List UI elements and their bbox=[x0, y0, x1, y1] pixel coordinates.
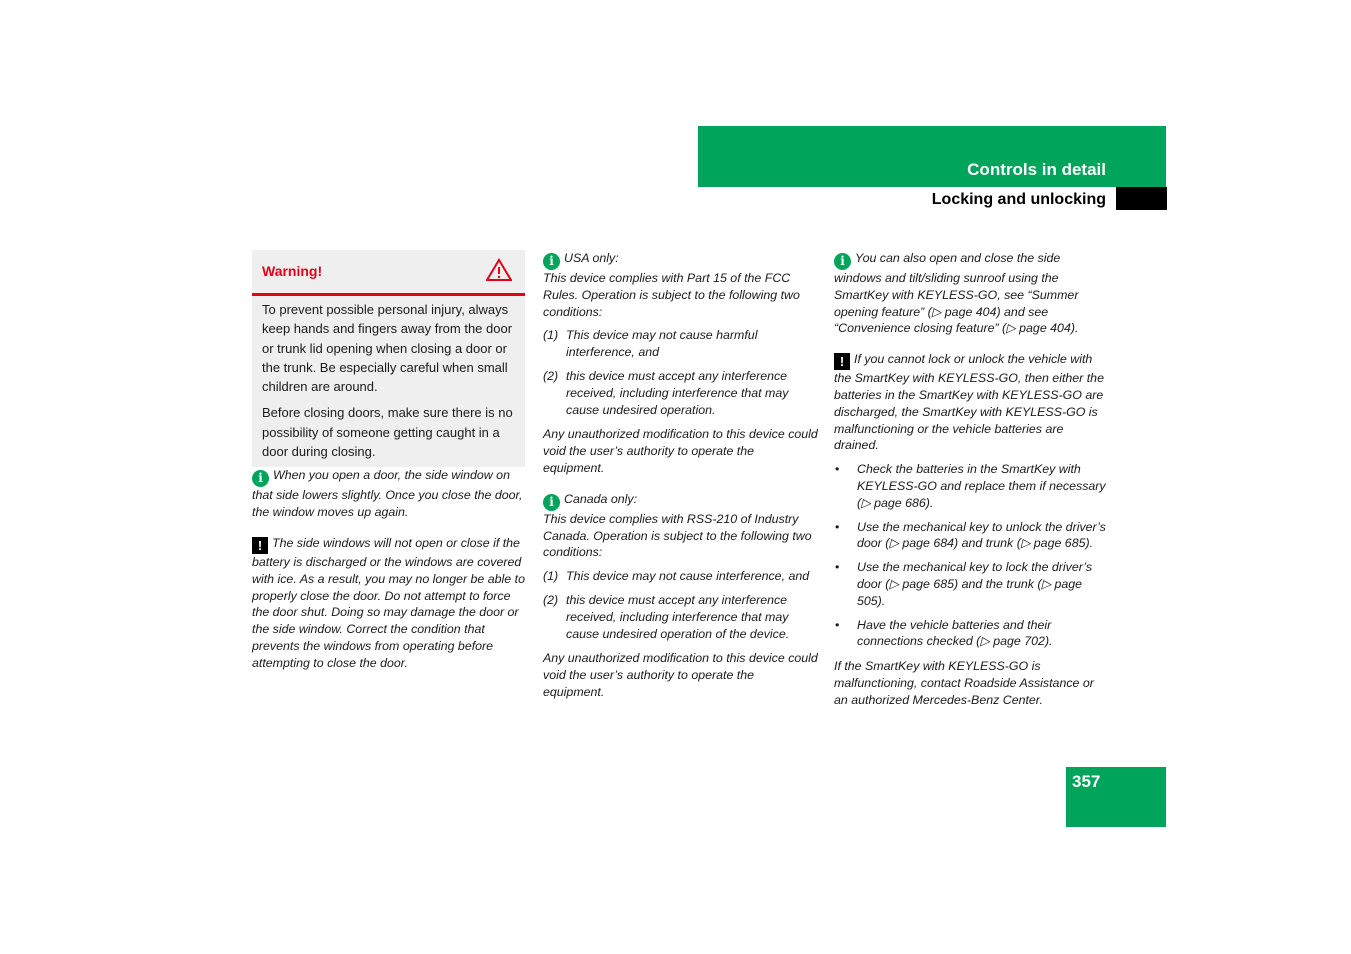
canada-condition-1: (1) This device may not cause interference, and bbox=[543, 569, 810, 584]
list-item: • Use the mechanical key to unlock the driver’s door (▷ page 684) and trunk (▷ page 685). bbox=[835, 519, 1106, 551]
warning-header bbox=[252, 250, 525, 296]
canada-intro: This device complies with RSS-210 of Industry Canada. Operation is subject to the following two conditions: bbox=[543, 511, 812, 560]
closing-note: If the SmartKey with KEYLESS-GO is malfunctioning, contact Roadside Assistance or an authorized Mercedes-Benz Center. bbox=[834, 659, 1094, 707]
caution-note: ! The side windows will not open or close if the battery is discharged or the windows are covered with ice. As a result, you may no longer be able to properly close the door. Do not attempt to force the door shut. Doing so may damage the door or the side window. Correct the condition that prevents the windows from operating before attempting to close the door. bbox=[252, 535, 525, 670]
warning-paragraph-1: To prevent possible personal injury, always keep hands and fingers away from the door or trunk lid opening when closing a door or the trunk. Be especially careful when small children are around. bbox=[262, 302, 513, 395]
canada-note bbox=[543, 491, 818, 701]
page-number-box bbox=[1066, 767, 1166, 827]
canada-closing: Any unauthorized modification to this device could void the user’s authority to operate the equipment. bbox=[543, 651, 818, 699]
page-number: 357 bbox=[1072, 772, 1101, 791]
caution-icon: ! bbox=[834, 353, 850, 370]
info-icon: i bbox=[543, 253, 560, 270]
usa-intro: This device complies with Part 15 of the FCC Rules. Operation is subject to the following two conditions: bbox=[543, 271, 800, 319]
usa-note bbox=[543, 250, 818, 477]
info-icon: i bbox=[543, 494, 560, 511]
column-1 bbox=[252, 250, 525, 672]
usa-condition-1: (1) This device may not cause harmful interference, and bbox=[543, 328, 758, 360]
warning-title: Warning! bbox=[262, 263, 323, 279]
list-item: • Check the batteries in the SmartKey with KEYLESS-GO and replace them if necessary (▷ page 686). bbox=[835, 462, 1106, 510]
bullet: • bbox=[835, 462, 840, 477]
warning-paragraph-2: Before closing doors, make sure there is no possibility of someone getting caught in a door during closing. bbox=[262, 405, 513, 460]
usa-closing: Any unauthorized modification to this device could void the user’s authority to operate the equipment. bbox=[543, 427, 818, 475]
caution-note: ! If you cannot lock or unlock the vehicle with the SmartKey with KEYLESS-GO, then either the batteries in the SmartKey with KEYLESS-GO are discharged, the SmartKey with KEYLESS-GO is malfunctioning or the vehicle batteries are drained. bbox=[834, 352, 1104, 453]
subsection-marker bbox=[1116, 187, 1167, 210]
section-title: Controls in detail bbox=[967, 160, 1106, 179]
info-icon: i bbox=[252, 470, 269, 487]
list-item: • Have the vehicle batteries and their connections checked (▷ page 702). bbox=[835, 617, 1053, 649]
bullet: • bbox=[835, 519, 840, 534]
caution-icon: ! bbox=[252, 537, 268, 554]
warning-box bbox=[252, 250, 525, 467]
info-icon: i bbox=[834, 253, 851, 270]
list-item: • Use the mechanical key to lock the driver’s door (▷ page 685) and the trunk (▷ page 505). bbox=[835, 560, 1093, 608]
canada-condition-2: (2) this device must accept any interference received, including interference that may cause undesired operation of the device. bbox=[543, 592, 790, 641]
usa-heading: i USA only: bbox=[543, 250, 818, 270]
column-2 bbox=[543, 250, 818, 701]
warning-triangle-icon bbox=[486, 258, 512, 282]
bullet: • bbox=[835, 560, 840, 575]
info-note: i You can also open and close the side windows and tilt/sliding sunroof using the SmartKey with KEYLESS-GO, see “Summer opening feature” (▷ page 404) and see “Convenience closing feature” (▷ page 404). bbox=[834, 251, 1079, 336]
canada-heading: i Canada only: bbox=[543, 491, 818, 511]
subsection-title: Locking and unlocking bbox=[931, 191, 1106, 208]
column-3 bbox=[834, 250, 1109, 709]
usa-condition-2: (2) this device must accept any interference received, including interference that may cause undesired operation. bbox=[543, 368, 789, 417]
bullet: • bbox=[835, 617, 840, 632]
info-note: i When you open a door, the side window on that side lowers slightly. Once you close the door, the window moves up again. bbox=[252, 468, 523, 520]
